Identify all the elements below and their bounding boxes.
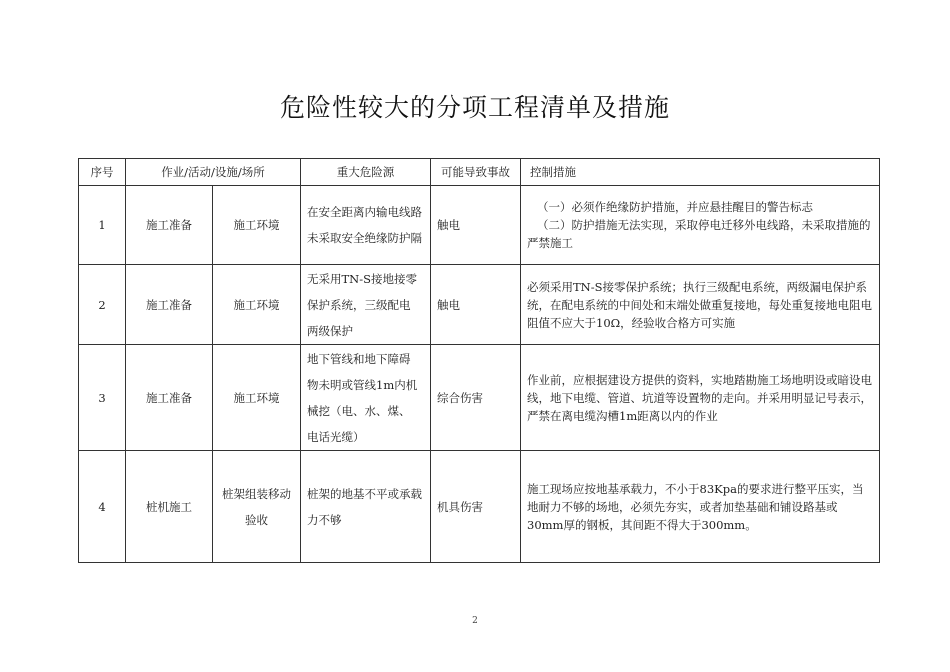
row-no: 3: [79, 345, 126, 451]
row-measures: 必须采用TN-S接零保护系统；执行三级配电系统，两级漏电保护系统，在配电系统的中间处和末端处做重复接地，每处重复接地电阻电阻值不应大于10Ω，经验收合格方可实施: [521, 265, 880, 345]
row-no: 1: [79, 186, 126, 265]
row-location: 施工环境: [213, 265, 301, 345]
row-measures: [521, 186, 880, 265]
header-no: 序号: [79, 159, 126, 186]
hazard-line: 在安全距离内输电线路: [307, 205, 422, 219]
table-row: [79, 186, 880, 265]
table-row: [79, 265, 880, 345]
hazard-line: 地下管线和地下障碍: [307, 351, 411, 366]
measure-line: （二）防护措施无法实现，采取停电迁移外电线路，未采取措施的严禁施工: [527, 218, 871, 250]
table-row: [79, 451, 880, 563]
header-activity: 作业/活动/设施/场所: [126, 159, 301, 186]
hazard-line: 物未明或管线1m内机: [307, 377, 418, 392]
row-measures: 施工现场应按地基承载力，不小于83Kpa的要求进行整平压实，当地耐力不够的场地，必须先夯实，或者加垫基础和铺设路基或30mm厚的钢板，其间距不得大于300mm。: [521, 451, 880, 563]
table-row: [79, 345, 880, 451]
hazard-line: 保护系统，三级配电: [307, 297, 411, 312]
row-location: 施工环境: [213, 345, 301, 451]
row-activity: 施工准备: [126, 265, 213, 345]
hazard-line: 电话光缆）: [307, 429, 365, 444]
row-activity: 桩机施工: [126, 451, 213, 563]
page-title: 危险性较大的分项工程清单及措施: [279, 93, 670, 122]
row-hazard: [301, 451, 431, 563]
row-accident: 触电: [431, 265, 521, 345]
hazard-line: 未采取安全绝缘防护隔: [307, 231, 422, 245]
row-accident: 机具伤害: [431, 451, 521, 563]
row-no: 2: [79, 265, 126, 345]
table-header-row: [79, 159, 880, 186]
hazard-table: [78, 158, 880, 563]
row-no: 4: [79, 451, 126, 563]
location-line: 验收: [245, 512, 268, 527]
row-location: [213, 451, 301, 563]
measure-line: （一）必须作绝缘防护措施，并应悬挂醒目的警告标志: [537, 200, 813, 214]
hazard-line: 两级保护: [307, 323, 353, 338]
row-accident: 综合伤害: [431, 345, 521, 451]
row-hazard: [301, 265, 431, 345]
hazard-line: 力不够: [307, 512, 342, 527]
hazard-line: 桩架的地基不平或承载: [307, 486, 422, 501]
row-activity: 施工准备: [126, 345, 213, 451]
hazard-line: 无采用TN-S接地接零: [307, 271, 417, 286]
row-activity: 施工准备: [126, 186, 213, 265]
row-hazard: [301, 345, 431, 451]
hazard-line: 械挖（电、水、煤、: [307, 403, 411, 418]
location-line: 桩架组装移动: [222, 486, 291, 501]
row-location: 施工环境: [213, 186, 301, 265]
row-accident: 触电: [431, 186, 521, 265]
header-measures: 控制措施: [521, 159, 880, 186]
row-measures: 作业前，应根据建设方提供的资料，实地踏勘施工场地明设或暗设电线，地下电缆、管道、坑道等设置物的走向。并采用明显记号表示，严禁在离电缆沟槽1m距离以内的作业: [521, 345, 880, 451]
header-accident: 可能导致事故: [431, 159, 521, 186]
row-hazard: [301, 186, 431, 265]
page-number: 2: [472, 616, 478, 626]
header-hazard: 重大危险源: [301, 159, 431, 186]
